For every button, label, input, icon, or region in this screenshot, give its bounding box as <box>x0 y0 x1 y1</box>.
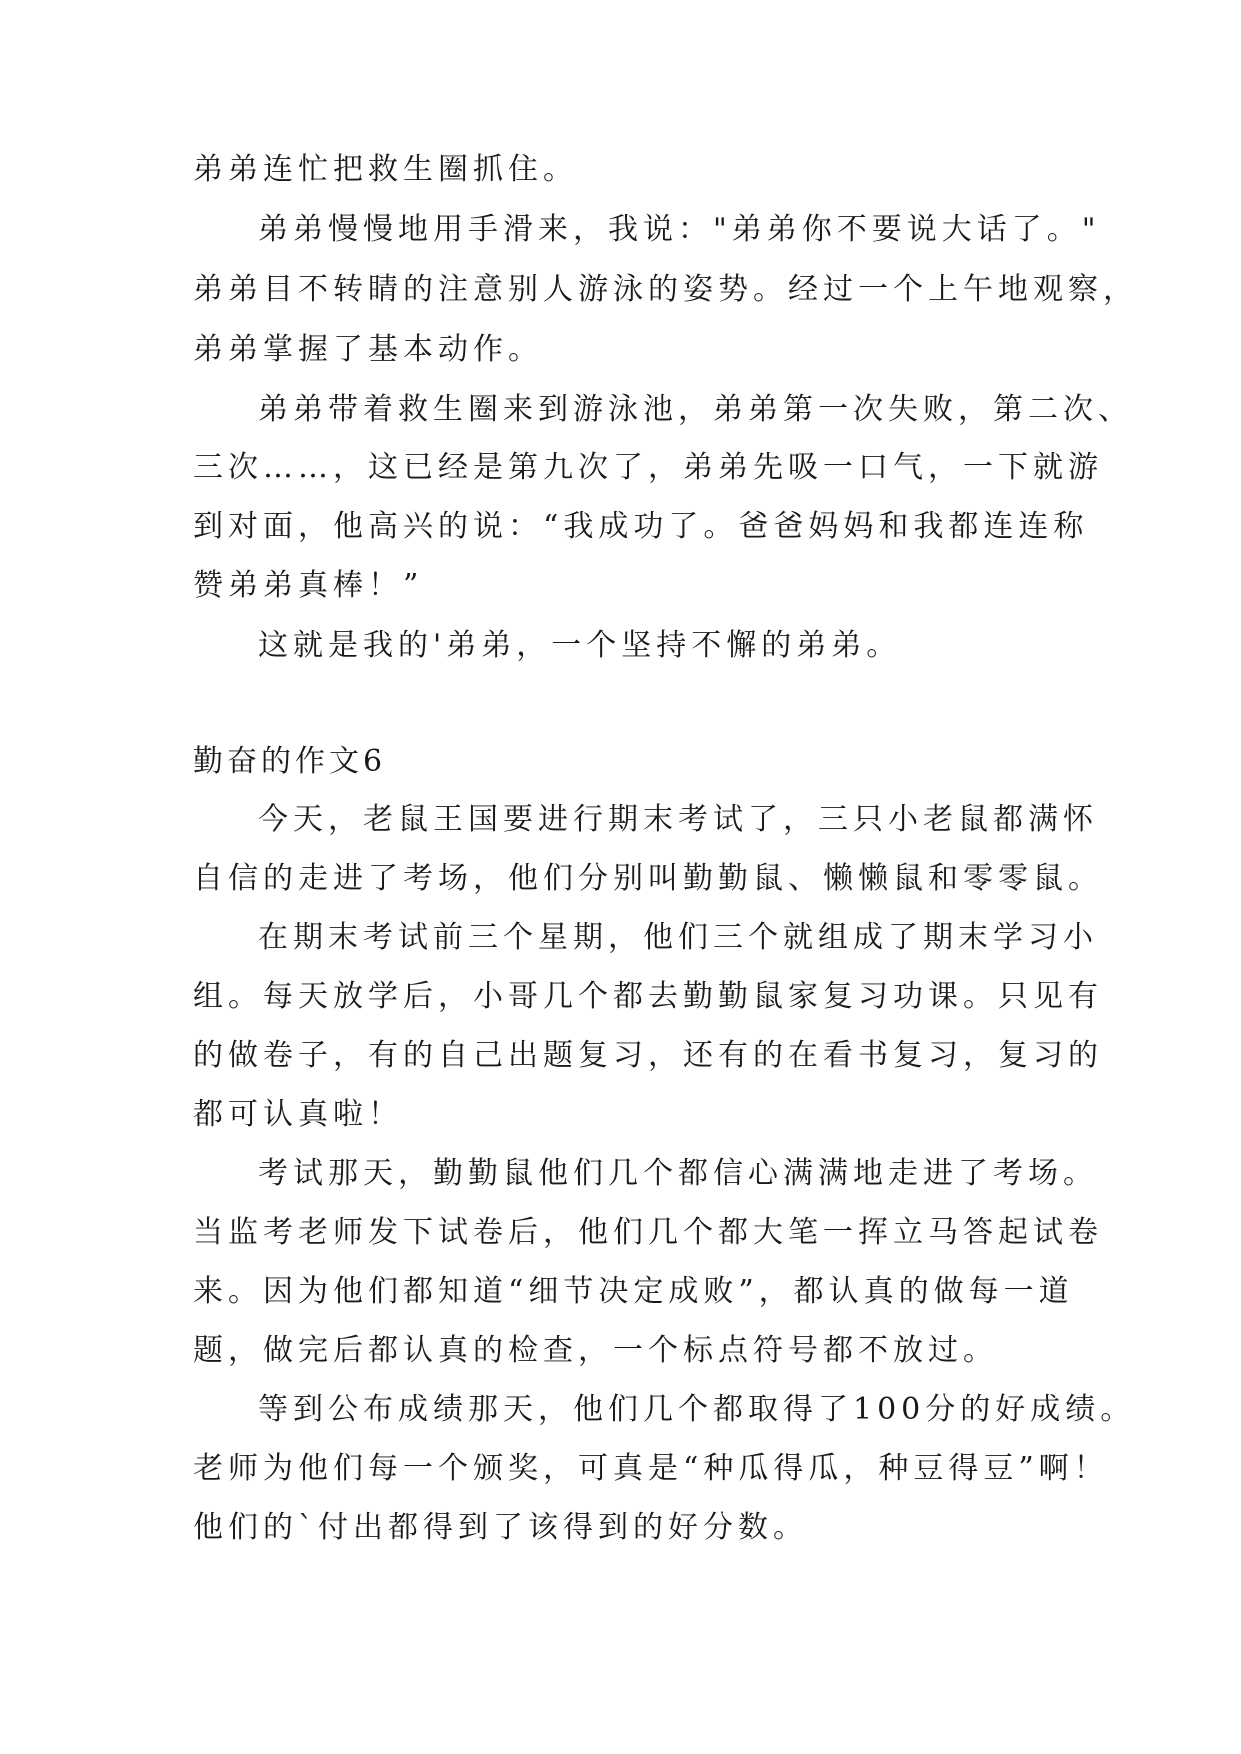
paragraph-line: 考试那天，勤勤鼠他们几个都信心满满地走进了考场。 <box>258 1156 1098 1191</box>
paragraph-line: 组。每天放学后，小哥几个都去勤勤鼠家复习功课。只见有 <box>193 979 1103 1014</box>
paragraph-line: 三次……，这已经是第九次了，弟弟先吸一口气，一下就游 <box>193 450 1103 485</box>
paragraph-line: 的做卷子，有的自己出题复习，还有的在看书复习，复习的 <box>193 1038 1103 1073</box>
paragraph-line: 等到公布成绩那天，他们几个都取得了100分的好成绩。 <box>258 1392 1136 1427</box>
paragraph-line: 这就是我的'弟弟，一个坚持不懈的弟弟。 <box>258 628 902 663</box>
paragraph-line: 当监考老师发下试卷后，他们几个都大笔一挥立马答起试卷 <box>193 1215 1103 1250</box>
paragraph-line: 赞弟弟真棒！” <box>193 568 424 603</box>
paragraph-line: 自信的走进了考场，他们分别叫勤勤鼠、懒懒鼠和零零鼠。 <box>193 861 1103 896</box>
paragraph-line: 都可认真啦！ <box>193 1097 403 1132</box>
paragraph-line: 弟弟带着救生圈来到游泳池，弟弟第一次失败，第二次、 <box>258 392 1133 427</box>
paragraph-line: 弟弟慢慢地用手滑来，我说："弟弟你不要说大话了。" <box>258 212 1101 247</box>
paragraph-line: 他们的`付出都得到了该得到的好分数。 <box>193 1510 808 1545</box>
paragraph-line: 弟弟连忙把救生圈抓住。 <box>193 152 578 187</box>
essay-title: 勤奋的作文6 <box>193 744 387 779</box>
paragraph-line: 在期末考试前三个星期，他们三个就组成了期末学习小 <box>258 920 1098 955</box>
paragraph-line: 来。因为他们都知道“细节决定成败”，都认真的做每一道 <box>193 1274 1074 1309</box>
paragraph-line: 题，做完后都认真的检查，一个标点符号都不放过。 <box>193 1333 998 1368</box>
paragraph-line: 今天，老鼠王国要进行期末考试了，三只小老鼠都满怀 <box>258 802 1098 837</box>
paragraph-line: 到对面，他高兴的说：“我成功了。爸爸妈妈和我都连连称 <box>193 509 1089 544</box>
paragraph-line: 弟弟目不转睛的注意别人游泳的姿势。经过一个上午地观察， <box>193 272 1138 307</box>
paragraph-line: 老师为他们每一个颁奖，可真是“种瓜得瓜，种豆得豆”啊！ <box>193 1451 1109 1486</box>
paragraph-line: 弟弟掌握了基本动作。 <box>193 332 543 367</box>
